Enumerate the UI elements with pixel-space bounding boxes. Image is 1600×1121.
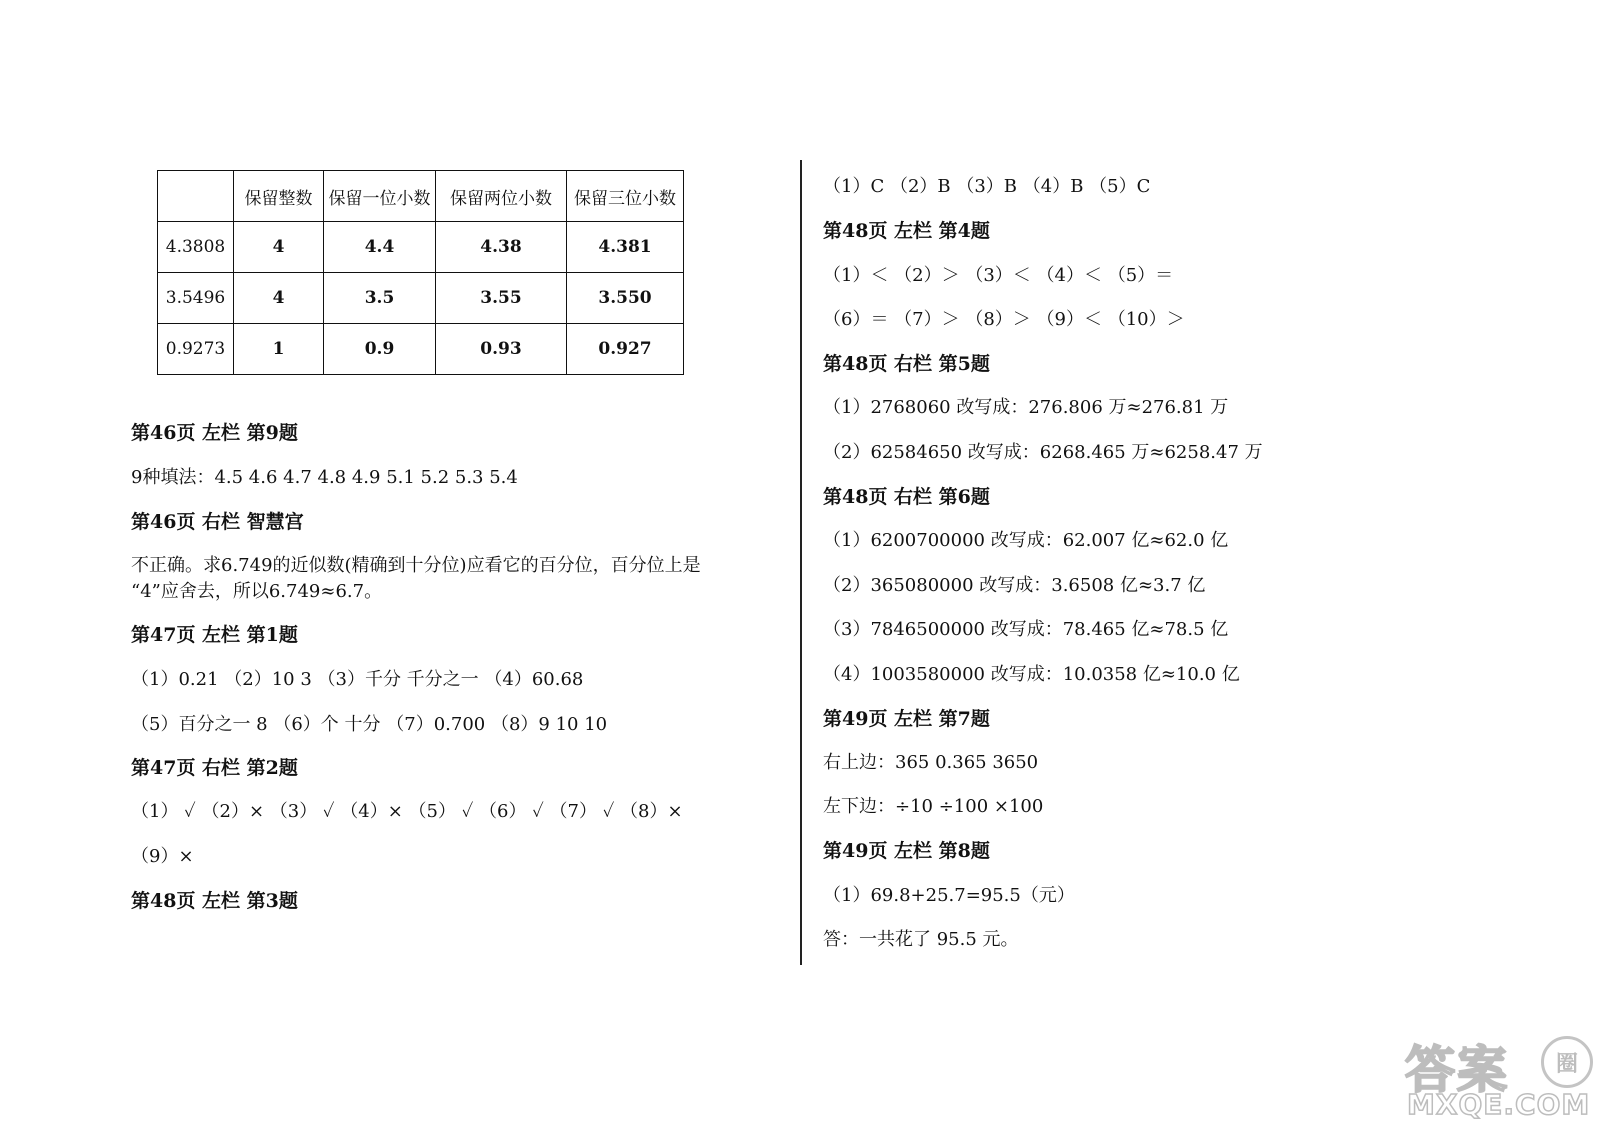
section-heading: 第48页 左栏 第4题: [823, 220, 990, 242]
table-cell: 3.5: [324, 273, 436, 324]
section-heading: 第47页 左栏 第1题: [131, 624, 298, 646]
answer-line: 9种填法：4.5 4.6 4.7 4.8 4.9 5.1 5.2 5.3 5.4: [131, 467, 518, 488]
section-heading: 第46页 右栏 智慧宫: [131, 511, 304, 533]
answer-line: 不正确。求6.749的近似数(精确到十分位)应看它的百分位，百分位上是: [131, 555, 701, 576]
answer-line: （2）365080000 改写成：3.6508 亿≈3.7 亿: [823, 575, 1206, 596]
answer-line: （4）1003580000 改写成：10.0358 亿≈10.0 亿: [823, 664, 1240, 685]
section-heading: 第48页 左栏 第3题: [131, 890, 298, 912]
watermark-logo: [1405, 1030, 1595, 1120]
table-cell: 4.38: [436, 222, 567, 273]
table-row: [158, 324, 684, 375]
table-cell: 4.3808: [158, 222, 234, 273]
table-header-cell: [158, 171, 234, 222]
table-cell: 4: [234, 222, 324, 273]
answer-line: （1） ✓ （2）× （3） ✓ （4）× （5） ✓ （6） ✓ （7） ✓ （8）×: [131, 801, 683, 822]
table-header-row: [158, 171, 684, 222]
table-header-cell: 保留两位小数: [436, 171, 567, 222]
section-heading: 第47页 右栏 第2题: [131, 757, 298, 779]
table-cell: 0.9273: [158, 324, 234, 375]
answer-line: （3）7846500000 改写成：78.465 亿≈78.5 亿: [823, 619, 1229, 640]
table-row: [158, 222, 684, 273]
answer-line: （1）6200700000 改写成：62.007 亿≈62.0 亿: [823, 530, 1229, 551]
table-cell: 4: [234, 273, 324, 324]
answer-line: 右上边：365 0.365 3650: [823, 752, 1039, 773]
section-heading: 第49页 左栏 第8题: [823, 840, 990, 862]
table-header-cell: 保留三位小数: [567, 171, 684, 222]
rounding-table: [157, 170, 684, 375]
table-cell: 1: [234, 324, 324, 375]
answer-line: 答：一共花了 95.5 元。: [823, 929, 1019, 950]
section-heading: 第46页 左栏 第9题: [131, 422, 298, 444]
watermark-url: MXQE.COM: [1407, 1088, 1591, 1121]
watermark-badge-icon: 圈: [1541, 1036, 1593, 1088]
table-row: [158, 273, 684, 324]
answer-line: （1）2768060 改写成：276.806 万≈276.81 万: [823, 397, 1229, 418]
answer-line: （2）62584650 改写成：6268.465 万≈6258.47 万: [823, 442, 1263, 463]
answer-line: （1）＜ （2）＞ （3）＜ （4）＜ （5）＝: [823, 265, 1174, 286]
answer-line: （1）0.21 （2）10 3 （3）千分 千分之一 （4）60.68: [131, 669, 584, 690]
answer-line: （1）69.8+25.7=95.5（元）: [823, 885, 1075, 906]
table-cell: 3.5496: [158, 273, 234, 324]
table-cell: 4.381: [567, 222, 684, 273]
answer-line: “4”应舍去，所以6.749≈6.7。: [131, 581, 383, 602]
table-cell: 3.550: [567, 273, 684, 324]
section-heading: 第49页 左栏 第7题: [823, 708, 990, 730]
watermark-title: 答案: [1405, 1041, 1509, 1099]
table-cell: 4.4: [324, 222, 436, 273]
table-header-cell: 保留一位小数: [324, 171, 436, 222]
answer-line: （9）×: [131, 846, 194, 867]
table-header-cell: 保留整数: [234, 171, 324, 222]
answer-line: （6）＝ （7）＞ （8）＞ （9）＜ （10）＞: [823, 309, 1185, 330]
table-cell: 3.55: [436, 273, 567, 324]
section-heading: 第48页 右栏 第6题: [823, 486, 990, 508]
table-cell: 0.927: [567, 324, 684, 375]
column-divider: [800, 160, 802, 965]
table-cell: 0.93: [436, 324, 567, 375]
answer-line: （1）C （2）B （3）B （4）B （5）C: [823, 176, 1151, 197]
section-heading: 第48页 右栏 第5题: [823, 353, 990, 375]
table-cell: 0.9: [324, 324, 436, 375]
answer-line: （5）百分之一 8 （6）个 十分 （7）0.700 （8）9 10 10: [131, 714, 608, 735]
answer-line: 左下边：÷10 ÷100 ×100: [823, 796, 1044, 817]
